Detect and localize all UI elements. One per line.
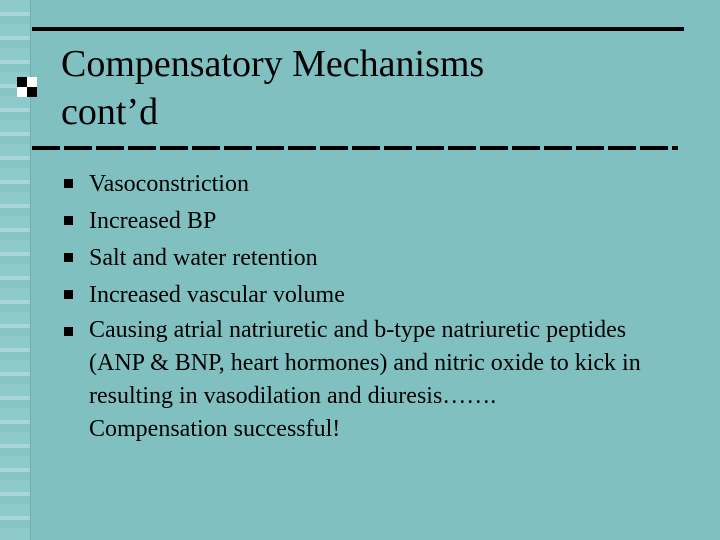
bullet-text: Increased vascular volume <box>89 282 345 308</box>
slide-title <box>61 40 681 136</box>
bullet-text: Increased BP <box>89 208 217 234</box>
square-bullet-icon <box>64 253 73 262</box>
title-line-1: Compensatory Mechanisms <box>61 43 485 85</box>
square-bullet-icon <box>64 179 73 188</box>
list-item <box>64 240 684 277</box>
top-rule <box>32 27 684 31</box>
bullet-text: Salt and water retention <box>89 245 318 271</box>
checker-decoration-icon <box>17 77 43 103</box>
bullet-text: Causing atrial natriuretic and b-type natriuretic peptides (ANP & BNP, heart hormones) and nitric oxide to kick in resulting in vasodilation and diuresis……. <box>89 317 641 409</box>
title-divider <box>32 146 678 150</box>
list-item <box>64 314 684 446</box>
bullet-list <box>64 166 684 446</box>
bullet-text: Vasoconstriction <box>89 171 249 197</box>
bullet-continuation-text: Compensation successful! <box>89 416 341 442</box>
list-item <box>64 203 684 240</box>
square-bullet-icon <box>64 327 73 336</box>
list-item <box>64 277 684 314</box>
square-bullet-icon <box>64 216 73 225</box>
square-bullet-icon <box>64 290 73 299</box>
title-line-2: cont’d <box>61 91 159 133</box>
list-item <box>64 166 684 203</box>
